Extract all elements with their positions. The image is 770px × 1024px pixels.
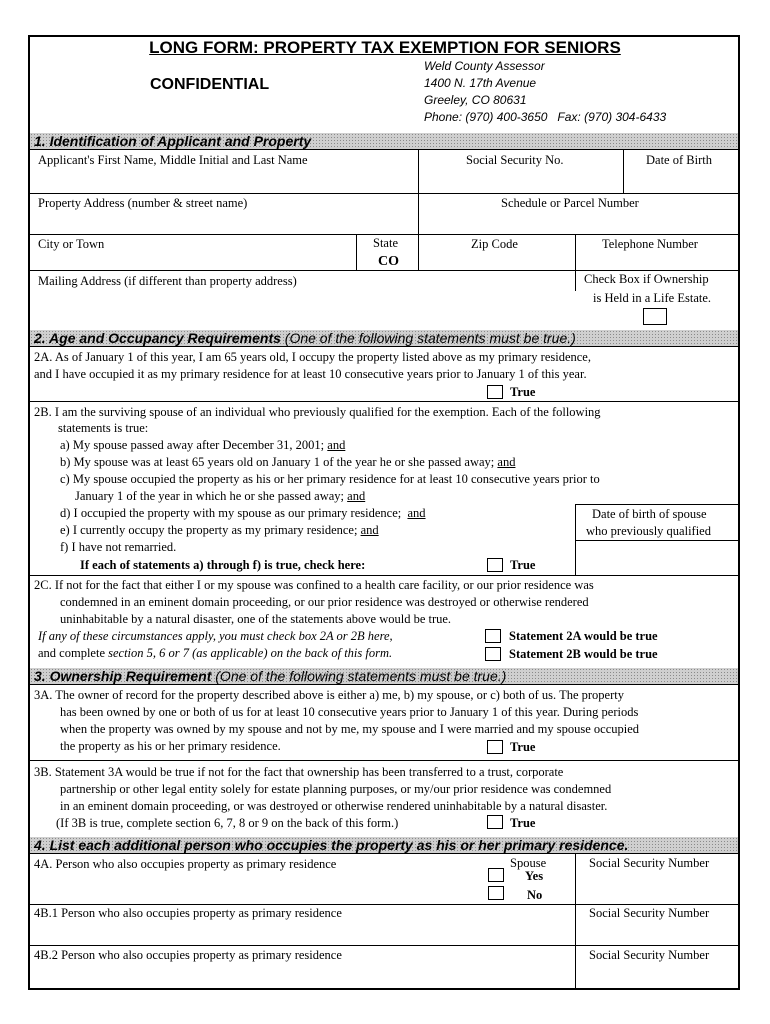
section-3-title-main: 3. Ownership Requirement xyxy=(34,668,212,684)
statement-2b-c: c) My spouse occupied the property as his or her primary residence for at least 10 consecutive years prior to xyxy=(60,472,600,486)
statement-3a-true-checkbox[interactable] xyxy=(487,740,503,754)
life-estate-label: Check Box if Ownership xyxy=(584,272,709,286)
section-4-title: 4. List each additional person who occupies the property as his or her primary residence. xyxy=(34,837,629,853)
statement-2b-would-be-true-checkbox[interactable] xyxy=(485,647,501,661)
divider xyxy=(30,760,738,761)
property-address-field[interactable] xyxy=(30,194,418,234)
divider xyxy=(575,235,576,270)
divider xyxy=(30,575,738,576)
divider xyxy=(418,194,419,234)
city-label: City or Town xyxy=(38,237,105,251)
divider xyxy=(356,235,357,270)
schedule-label: Schedule or Parcel Number xyxy=(501,196,639,210)
life-estate-label: is Held in a Life Estate. xyxy=(593,291,712,305)
and-word: and xyxy=(497,455,516,469)
form-title: LONG FORM: PROPERTY TAX EXEMPTION FOR SENIORS xyxy=(149,38,621,57)
ssn-label: Social Security No. xyxy=(466,153,564,167)
mailing-address-field[interactable] xyxy=(30,271,575,328)
statement-2a-would-be-true-label: Statement 2A would be true xyxy=(509,629,658,643)
spouse-yes-label: Yes xyxy=(525,869,544,883)
statement-3a-text: the property as his or her primary residence. xyxy=(60,739,281,753)
divider xyxy=(418,235,419,270)
section-2-heading xyxy=(30,330,738,346)
city-field[interactable] xyxy=(30,235,355,270)
spouse-dob-label: who previously qualified xyxy=(586,524,711,538)
section-2-title-main: 2. Age and Occupancy Requirements xyxy=(34,330,281,346)
assessor-line: Greeley, CO 80631 xyxy=(424,93,527,107)
spouse-yes-checkbox[interactable] xyxy=(488,868,504,882)
section-1-heading xyxy=(30,133,738,149)
statement-3a-text: has been owned by one or both of us for at least 10 consecutive years prior to January 1 of this year. During periods xyxy=(60,705,639,719)
statement-3b-true-checkbox[interactable] xyxy=(487,815,503,829)
statement-3b-text: in an eminent domain proceeding, or was destroyed or otherwise rendered uninhabitable by a natural disaster. xyxy=(60,799,608,813)
and-word: and xyxy=(360,523,379,537)
statement-3a-text: when the property was owned by my spouse and not by me, my spouse and I were married and my spouse occupied xyxy=(60,722,640,736)
true-label: True xyxy=(510,740,536,754)
assessor-line: Weld County Assessor xyxy=(424,59,545,73)
statement-2b-b xyxy=(60,455,515,469)
divider xyxy=(30,684,738,685)
section-2-title-note: (One of the following statements must be true.) xyxy=(284,330,576,346)
applicant-name-label: Applicant's First Name, Middle Initial and Last Name xyxy=(38,153,308,167)
ssn-4b1-label: Social Security Number xyxy=(589,906,710,920)
spouse-dob-label: Date of birth of spouse xyxy=(592,507,707,521)
assessor-address xyxy=(424,58,666,126)
spouse-no-checkbox[interactable] xyxy=(488,886,504,900)
assessor-contact: Phone: (970) 400-3650 Fax: (970) 304-6433 xyxy=(424,110,667,124)
spouse-label: Spouse xyxy=(510,856,547,870)
person-4b2-label: 4B.2 Person who also occupies property as primary residence xyxy=(34,948,342,962)
true-label: True xyxy=(510,816,536,830)
statement-3b-text: 3B. Statement 3A would be true if not for the fact that ownership has been transferred to a trust, corporate xyxy=(34,765,564,779)
section-3-title xyxy=(34,668,506,684)
statement-2a-text: and I have occupied it as my primary residence for at least 10 consecutive years prior to January 1 of this year. xyxy=(34,367,587,381)
statement-2c-instruction-2 xyxy=(38,646,392,660)
divider xyxy=(30,346,738,347)
statement-2c-text: uninhabitable by a natural disaster, one of the statements above would be true. xyxy=(60,612,452,626)
statement-2b-d-text: d) I occupied the property with my spouse as our primary residence; xyxy=(60,506,402,520)
zip-field[interactable] xyxy=(419,235,573,270)
statement-3a-text: 3A. The owner of record for the property described above is either a) me, b) my spouse, or c) both of us. The property xyxy=(34,688,624,702)
statement-2a-would-be-true-checkbox[interactable] xyxy=(485,629,501,643)
divider xyxy=(30,401,738,402)
statement-2b-e-text: e) I currently occupy the property as my primary residence; xyxy=(60,523,358,537)
divider xyxy=(575,504,738,505)
statement-2b-f: f) I have not remarried. xyxy=(60,540,177,554)
dob-field[interactable] xyxy=(624,150,738,193)
person-4b2-field[interactable] xyxy=(30,946,575,988)
ssn-4b1-field[interactable] xyxy=(576,922,738,945)
divider xyxy=(623,150,624,193)
statement-2c-instruction: If any of these circumstances apply, you must check box 2A or 2B here, xyxy=(38,629,393,643)
spouse-no-label: No xyxy=(527,888,543,902)
statement-2b-text: 2B. I am the surviving spouse of an individual who previously qualified for the exemption. Each of the following xyxy=(34,405,601,419)
ssn-4b2-field[interactable] xyxy=(576,964,738,988)
statement-2c-text: 2C. If not for the fact that either I or my spouse was confined to a health care facility, or our prior residence was xyxy=(34,578,594,592)
assessor-line: 1400 N. 17th Avenue xyxy=(424,76,537,90)
statement-3b-text: (If 3B is true, complete section 6, 7, 8 or 9 on the back of this form.) xyxy=(56,816,399,830)
state-label: State xyxy=(373,236,398,250)
statement-2b-c2 xyxy=(75,489,365,503)
ssn-field[interactable] xyxy=(419,150,623,193)
person-4b1-field[interactable] xyxy=(30,905,575,945)
person-4a-field[interactable] xyxy=(30,854,482,904)
confidential-label: CONFIDENTIAL xyxy=(150,76,270,93)
statement-2c-text: condemned in an eminent domain proceeding, or our prior residence was destroyed or otherwise rendered xyxy=(60,595,589,609)
phone-label: Telephone Number xyxy=(602,237,698,251)
ssn-4a-label: Social Security Number xyxy=(589,856,710,870)
statement-2b-check-label: If each of statements a) through f) is true, check here: xyxy=(80,558,366,572)
statement-2b-would-be-true-label: Statement 2B would be true xyxy=(509,647,658,661)
section-3-title-note: (One of the following statements must be true.) xyxy=(215,668,507,684)
statement-2b-d xyxy=(60,506,426,520)
ssn-4a-field[interactable] xyxy=(576,872,738,904)
state-value: CO xyxy=(378,254,399,269)
dob-label: Date of Birth xyxy=(646,153,712,167)
instruction-prefix: and complete xyxy=(38,646,109,660)
section-4-heading xyxy=(30,837,738,853)
divider xyxy=(418,150,419,193)
and-word: and xyxy=(407,506,426,520)
schedule-field[interactable] xyxy=(419,194,738,234)
statement-2b-text: statements is true: xyxy=(58,421,149,435)
true-label: True xyxy=(510,385,536,399)
section-3-heading xyxy=(30,668,738,684)
person-4b1-label: 4B.1 Person who also occupies property as primary residence xyxy=(34,906,342,920)
instruction-italic: section 5, 6 or 7 (as applicable) on the back of this form. xyxy=(108,646,393,660)
statement-2b-a-text: a) My spouse passed away after December 31, 2001; xyxy=(60,438,325,452)
property-address-label: Property Address (number & street name) xyxy=(38,196,248,210)
statement-2b-a xyxy=(60,438,345,452)
life-estate-checkbox[interactable] xyxy=(643,308,667,325)
statement-2b-b-text: b) My spouse was at least 65 years old on January 1 of the year he or she passed away; xyxy=(60,455,495,469)
zip-label: Zip Code xyxy=(471,237,518,251)
and-word: and xyxy=(347,489,366,503)
section-2-title xyxy=(34,330,576,346)
spouse-dob-field[interactable] xyxy=(576,541,738,575)
statement-2b-c2-text: January 1 of the year in which he or she passed away; xyxy=(75,489,345,503)
phone-field[interactable] xyxy=(576,235,738,270)
applicant-name-field[interactable] xyxy=(30,150,418,193)
mailing-address-label: Mailing Address (if different than property address) xyxy=(38,274,297,288)
ssn-4b2-label: Social Security Number xyxy=(589,948,710,962)
person-4a-label: 4A. Person who also occupies property as primary residence xyxy=(34,857,337,871)
statement-2a-true-checkbox[interactable] xyxy=(487,385,503,399)
statement-2a-text: 2A. As of January 1 of this year, I am 65 years old, I occupy the property listed above as my primary residence, xyxy=(34,350,591,364)
and-word: and xyxy=(327,438,346,452)
statement-2b-e xyxy=(60,523,379,537)
statement-2b-true-checkbox[interactable] xyxy=(487,558,503,572)
statement-3b-text: partnership or other legal entity solely for estate planning purposes, or my/our prior residence was condemned xyxy=(60,782,612,796)
section-1-title: 1. Identification of Applicant and Property xyxy=(34,133,312,149)
divider xyxy=(575,271,576,291)
true-label: True xyxy=(510,558,536,572)
